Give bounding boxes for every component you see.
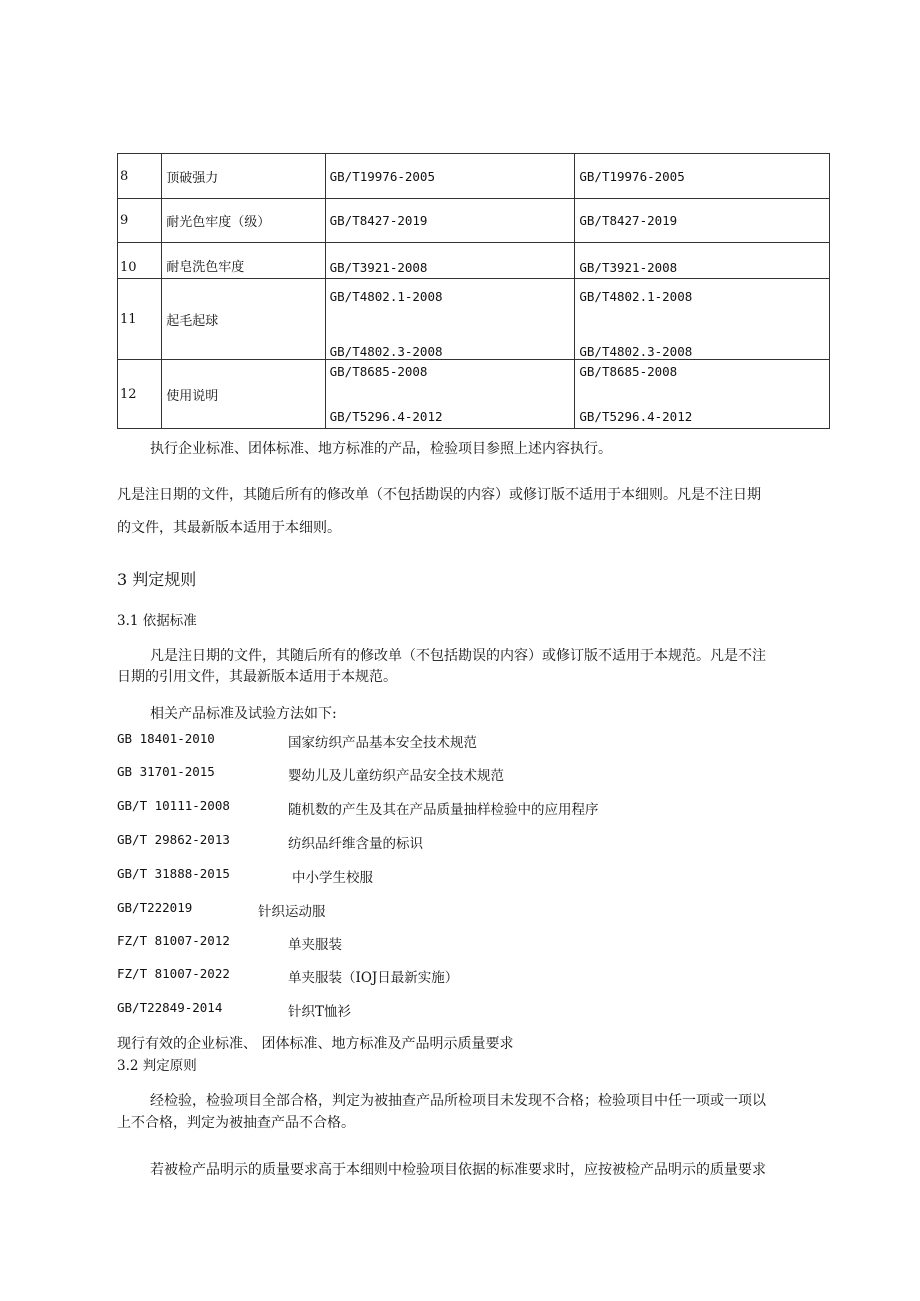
standard-name: 中小学生校服 [292,870,373,886]
paragraph: 执行企业标准、团体标准、地方标准的产品，检验项目参照上述内容执行。 [150,441,612,457]
row-number: 10 [118,243,162,279]
paragraph: 上不合格，判定为被抽查产品不合格。 [117,1115,355,1131]
test-item: 顶破强力 [162,154,325,199]
standard-code: FZ/T 81007-2012 [117,933,230,948]
judgment-basis: GB/T3921-2008 [575,243,830,279]
row-number: 9 [118,199,162,243]
row-number: 11 [118,279,162,360]
test-method: GB/T19976-2005 [325,154,575,199]
standard-name: 单夹服装 [288,937,342,953]
test-method-table [117,153,830,429]
basis-line: GB/T5296.4-2012 [579,409,693,424]
standard-name: 国家纺织产品基本安全技术规范 [288,735,477,751]
standard-code: GB/T222019 [117,900,193,915]
standard-code: GB/T 10111-2008 [117,798,230,813]
paragraph: 经检验，检验项目全部合格，判定为被抽查产品所检项目未发现不合格；检验项目中任一项或一项以 [150,1093,766,1109]
paragraph: 日期的引用文件，其最新版本适用于本规范。 [117,669,397,685]
standard-code: GB/T22849-2014 [117,1000,223,1015]
standard-code: GB 31701-2015 [117,764,215,779]
standard-name: 随机数的产生及其在产品质量抽样检验中的应用程序 [288,802,599,818]
paragraph: 凡是注日期的文件，其随后所有的修改单（不包括勘误的内容）或修订版不适用于本规范。凡是不注 [150,648,766,664]
judgment-basis [575,360,830,429]
paragraph: 的文件，其最新版本适用于本细则。 [117,520,341,536]
paragraph: 凡是注日期的文件，其随后所有的修改单（不包括勘误的内容）或修订版不适用于本细则。凡是不注日期 [117,487,761,503]
paragraph: 相关产品标准及试验方法如下: [150,706,337,722]
method-line: GB/T4802.1-2008 [329,289,443,304]
standard-name: 单夹服装（IOJ日最新实施） [288,970,459,986]
paragraph: 若被检产品明示的质量要求高于本细则中检验项目依据的标准要求时，应按被检产品明示的质量要求 [150,1162,766,1178]
table-row [118,279,830,360]
test-method [325,360,575,429]
table-row [118,360,830,429]
standard-name: 针织运动服 [258,904,326,920]
test-item: 起毛起球 [162,279,325,360]
judgment-basis: GB/T19976-2005 [575,154,830,199]
standard-code: FZ/T 81007-2022 [117,966,230,981]
standard-name: 婴幼儿及儿童纺织产品安全技术规范 [288,768,504,784]
standard-code: GB/T 31888-2015 [117,866,230,881]
row-number: 8 [118,154,162,199]
paragraph: 现行有效的企业标准、 团体标准、地方标准及产品明示质量要求 [117,1036,514,1052]
test-method: GB/T8427-2019 [325,199,575,243]
basis-line: GB/T4802.1-2008 [579,289,693,304]
table-row [118,199,830,243]
section-heading: 3 判定规则 [117,570,197,589]
standard-name: 针织T恤衫 [288,1004,352,1020]
standard-code: GB 18401-2010 [117,731,215,746]
test-item: 耐皂洗色牢度 [162,243,325,279]
basis-line: GB/T8685-2008 [579,364,678,379]
method-line: GB/T8685-2008 [329,364,428,379]
table-row [118,154,830,199]
row-number: 12 [118,360,162,429]
subsection-heading: 3.1 依据标准 [117,613,197,629]
table-row [118,243,830,279]
basis-line: GB/T4802.3-2008 [579,344,693,359]
test-method: GB/T3921-2008 [325,243,575,279]
subsection-heading: 3.2 判定原则 [117,1058,197,1074]
test-item: 使用说明 [162,360,325,429]
test-item: 耐光色牢度（级） [162,199,325,243]
method-line: GB/T4802.3-2008 [329,344,443,359]
judgment-basis [575,279,830,360]
judgment-basis: GB/T8427-2019 [575,199,830,243]
standard-name: 纺织品纤维含量的标识 [288,836,423,852]
test-method [325,279,575,360]
method-line: GB/T5296.4-2012 [329,409,443,424]
standard-code: GB/T 29862-2013 [117,832,230,847]
